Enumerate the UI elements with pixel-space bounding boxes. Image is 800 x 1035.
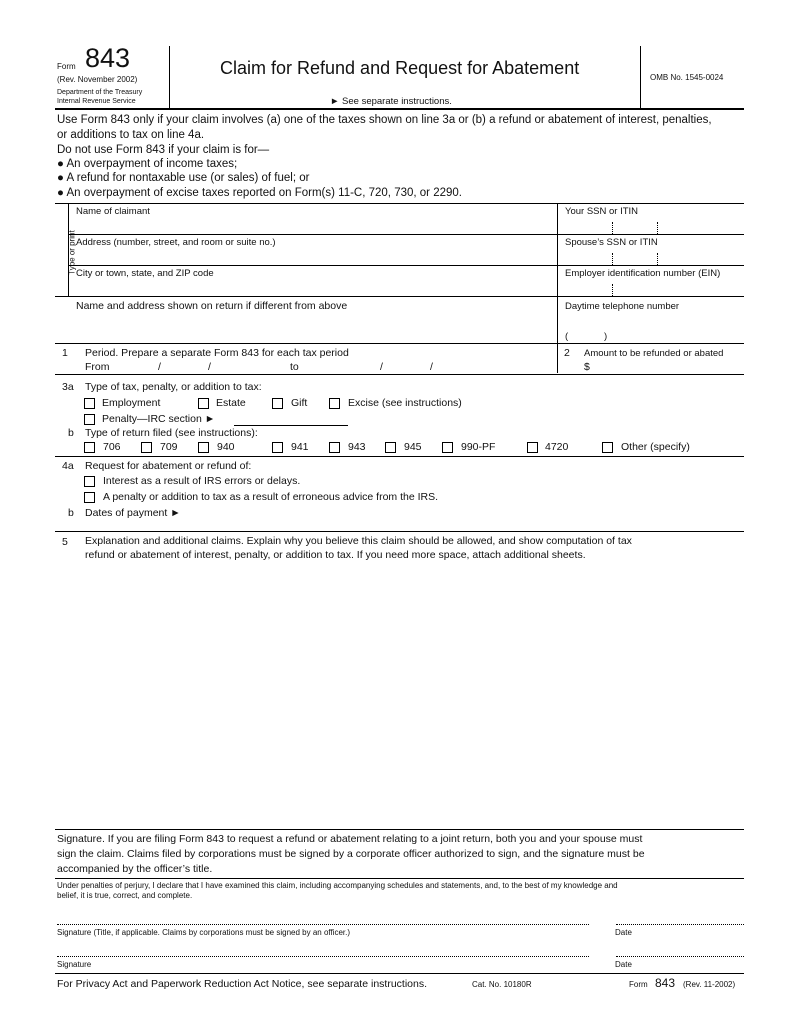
line-3b-number: b xyxy=(68,427,74,439)
interest-errors-label: Interest as a result of IRS errors or delays. xyxy=(103,475,301,487)
phone-area-open: ( xyxy=(565,331,569,342)
employment-label: Employment xyxy=(102,397,161,409)
perjury-statement-1: Under penalties of perjury, I declare that I have examined this claim, including accompanying schedules and statements, and, to the best of my knowledge and xyxy=(57,881,618,890)
perjury-statement-2: belief, it is true, correct, and complete. xyxy=(57,891,193,900)
form-945-label: 945 xyxy=(404,441,422,453)
row-rule xyxy=(55,531,744,532)
ssn-separator xyxy=(657,222,658,234)
row-rule xyxy=(55,374,744,375)
header-divider-left xyxy=(169,46,170,108)
return-type-label: Type of return filed (see instructions): xyxy=(85,427,258,439)
signature-1-label: Signature (Title, if applicable. Claims by corporations must be signed by an officer.) xyxy=(57,928,351,937)
catalog-number: Cat. No. 10180R xyxy=(472,980,532,989)
gift-label: Gift xyxy=(291,397,308,409)
erroneous-advice-checkbox[interactable] xyxy=(84,492,95,503)
row-rule xyxy=(68,265,744,266)
address-label[interactable]: Address (number, street, and room or suite no.) xyxy=(76,237,276,248)
intro-line-1: Use Form 843 only if your claim involves (a) one of the taxes shown on line 3a or (b) a refund or abatement of interest, penalties, xyxy=(57,114,712,126)
footer-form-number: 843 xyxy=(655,976,676,990)
name-of-claimant-label[interactable]: Name of claimant xyxy=(76,206,150,217)
different-address-label[interactable]: Name and address shown on return if different from above xyxy=(76,300,348,312)
explanation-line-1: Explanation and additional claims. Explain why you believe this claim should be allowed, and show computation of tax xyxy=(85,535,632,547)
intro-bullet-text: An overpayment of income taxes; xyxy=(66,158,238,170)
form-label: Form xyxy=(57,62,76,71)
ein-label[interactable]: Employer identification number (EIN) xyxy=(565,268,721,279)
form-941-label: 941 xyxy=(291,441,309,453)
department-name: Department of the Treasury xyxy=(57,89,143,96)
penalty-checkbox[interactable] xyxy=(84,414,95,425)
irc-section-field[interactable] xyxy=(234,425,348,426)
intro-line-3: Do not use Form 843 if your claim is for— xyxy=(57,144,270,156)
footer-form-label: Form xyxy=(629,980,648,989)
date-slash: / xyxy=(380,361,383,373)
period-to-label[interactable]: to xyxy=(290,361,299,373)
other-checkbox[interactable] xyxy=(602,442,613,453)
header-divider-right xyxy=(640,46,641,108)
intro-bullet: ● A refund for nontaxable use (or sales) of fuel; or xyxy=(57,172,310,184)
penalty-irc-label: Penalty—IRC section ► xyxy=(102,413,216,425)
amount-dollar-field[interactable]: $ xyxy=(584,361,590,373)
signature-para-2: sign the claim. Claims filed by corporations must be signed by a corporate officer authorized to sign, and the signature must be xyxy=(57,848,645,860)
phone-label[interactable]: Daytime telephone number xyxy=(565,301,680,312)
header-rule xyxy=(55,108,744,110)
dates-of-payment-label[interactable]: Dates of payment ► xyxy=(85,507,181,519)
erroneous-advice-label: A penalty or addition to tax as a result of erroneous advice from the IRS. xyxy=(103,491,439,503)
estate-checkbox[interactable] xyxy=(198,398,209,409)
explanation-area[interactable] xyxy=(55,566,744,826)
type-print-divider xyxy=(68,203,69,296)
spouse-ssn-separator xyxy=(612,253,613,265)
interest-errors-checkbox[interactable] xyxy=(84,476,95,487)
other-specify-label: Other (specify) xyxy=(621,441,690,453)
form-706-checkbox[interactable] xyxy=(84,442,95,453)
form-945-checkbox[interactable] xyxy=(385,442,396,453)
employment-checkbox[interactable] xyxy=(84,398,95,409)
form-943-checkbox[interactable] xyxy=(329,442,340,453)
form-4720-checkbox[interactable] xyxy=(527,442,538,453)
form-990pf-checkbox[interactable] xyxy=(442,442,453,453)
signature-1-line[interactable] xyxy=(57,924,589,925)
form-709-label: 709 xyxy=(160,441,178,453)
row-rule xyxy=(55,456,744,457)
row-rule xyxy=(55,343,744,344)
ssn-label[interactable]: Your SSN or ITIN xyxy=(565,206,639,217)
form-709-checkbox[interactable] xyxy=(141,442,152,453)
line-1-number: 1 xyxy=(62,347,68,359)
form-4720-label: 4720 xyxy=(545,441,569,453)
footer-rule xyxy=(55,973,744,974)
signature-2-line[interactable] xyxy=(57,956,589,957)
intro-line-2: or additions to tax on line 4a. xyxy=(57,129,205,141)
type-or-print-label: Type or print xyxy=(67,230,77,275)
date-2-label: Date xyxy=(615,960,632,969)
signature-para-3: accompanied by the officer’s title. xyxy=(57,863,213,875)
line-4a-number: 4a xyxy=(62,460,74,472)
line-5-number: 5 xyxy=(62,536,68,548)
excise-checkbox[interactable] xyxy=(329,398,340,409)
gift-checkbox[interactable] xyxy=(272,398,283,409)
date-1-label: Date xyxy=(615,928,632,937)
signature-top-rule xyxy=(55,829,744,830)
form-number: 843 xyxy=(85,43,131,73)
agency-name: Internal Revenue Service xyxy=(57,98,136,105)
signature-2-label: Signature xyxy=(57,960,92,969)
intro-bullet-text: An overpayment of excise taxes reported on Form(s) 11-C, 720, 730, or 2290. xyxy=(66,187,462,199)
amount-label: Amount to be refunded or abated xyxy=(584,348,724,359)
line-2-number: 2 xyxy=(564,347,570,359)
ssn-separator xyxy=(612,222,613,234)
form-940-checkbox[interactable] xyxy=(198,442,209,453)
block-top-rule xyxy=(55,203,744,204)
row-rule xyxy=(55,296,744,297)
estate-label: Estate xyxy=(216,397,246,409)
see-instructions: ► See separate instructions. xyxy=(330,96,452,107)
date-slash: / xyxy=(208,361,211,373)
date-slash: / xyxy=(158,361,161,373)
form-990pf-label: 990-PF xyxy=(461,441,496,453)
period-label: Period. Prepare a separate Form 843 for each tax period xyxy=(85,347,349,359)
signature-para-1: Signature. If you are filing Form 843 to request a refund or abatement relating to a joint return, both you and your spouse must xyxy=(57,833,643,845)
intro-bullet: ● An overpayment of income taxes; xyxy=(57,158,238,170)
explanation-line-2: refund or abatement of interest, penalty, or addition to tax. If you need more space, attach additional sheets. xyxy=(85,549,586,561)
line-4b-number: b xyxy=(68,507,74,519)
page-title: Claim for Refund and Request for Abatement xyxy=(220,58,580,78)
block-center-divider xyxy=(557,203,558,373)
phone-area-close: ) xyxy=(604,331,608,342)
period-from-label[interactable]: From xyxy=(85,361,110,373)
spouse-ssn-separator xyxy=(657,253,658,265)
privacy-notice: For Privacy Act and Paperwork Reduction Act Notice, see separate instructions. xyxy=(57,978,428,990)
omb-number: OMB No. 1545-0024 xyxy=(650,73,724,82)
type-of-tax-label: Type of tax, penalty, or addition to tax: xyxy=(85,381,262,393)
abatement-request-label: Request for abatement or refund of: xyxy=(85,460,252,472)
date-2-line[interactable] xyxy=(616,956,744,957)
form-943-label: 943 xyxy=(348,441,366,453)
row-rule xyxy=(68,234,744,235)
city-state-zip-label[interactable]: City or town, state, and ZIP code xyxy=(76,268,214,279)
intro-bullet: ● An overpayment of excise taxes reported on Form(s) 11-C, 720, 730, or 2290. xyxy=(57,187,462,199)
ein-separator xyxy=(612,284,613,296)
form-940-label: 940 xyxy=(217,441,235,453)
excise-label: Excise (see instructions) xyxy=(348,397,462,409)
footer-revision: (Rev. 11-2002) xyxy=(683,980,736,989)
intro-bullet-text: A refund for nontaxable use (or sales) of fuel; or xyxy=(66,172,310,184)
date-slash: / xyxy=(430,361,433,373)
spouse-ssn-label[interactable]: Spouse’s SSN or ITIN xyxy=(565,237,658,248)
form-941-checkbox[interactable] xyxy=(272,442,283,453)
perjury-top-rule xyxy=(55,878,744,879)
line-3a-number: 3a xyxy=(62,381,74,393)
form-revision: (Rev. November 2002) xyxy=(57,75,138,84)
date-1-line[interactable] xyxy=(616,924,744,925)
form-706-label: 706 xyxy=(103,441,121,453)
